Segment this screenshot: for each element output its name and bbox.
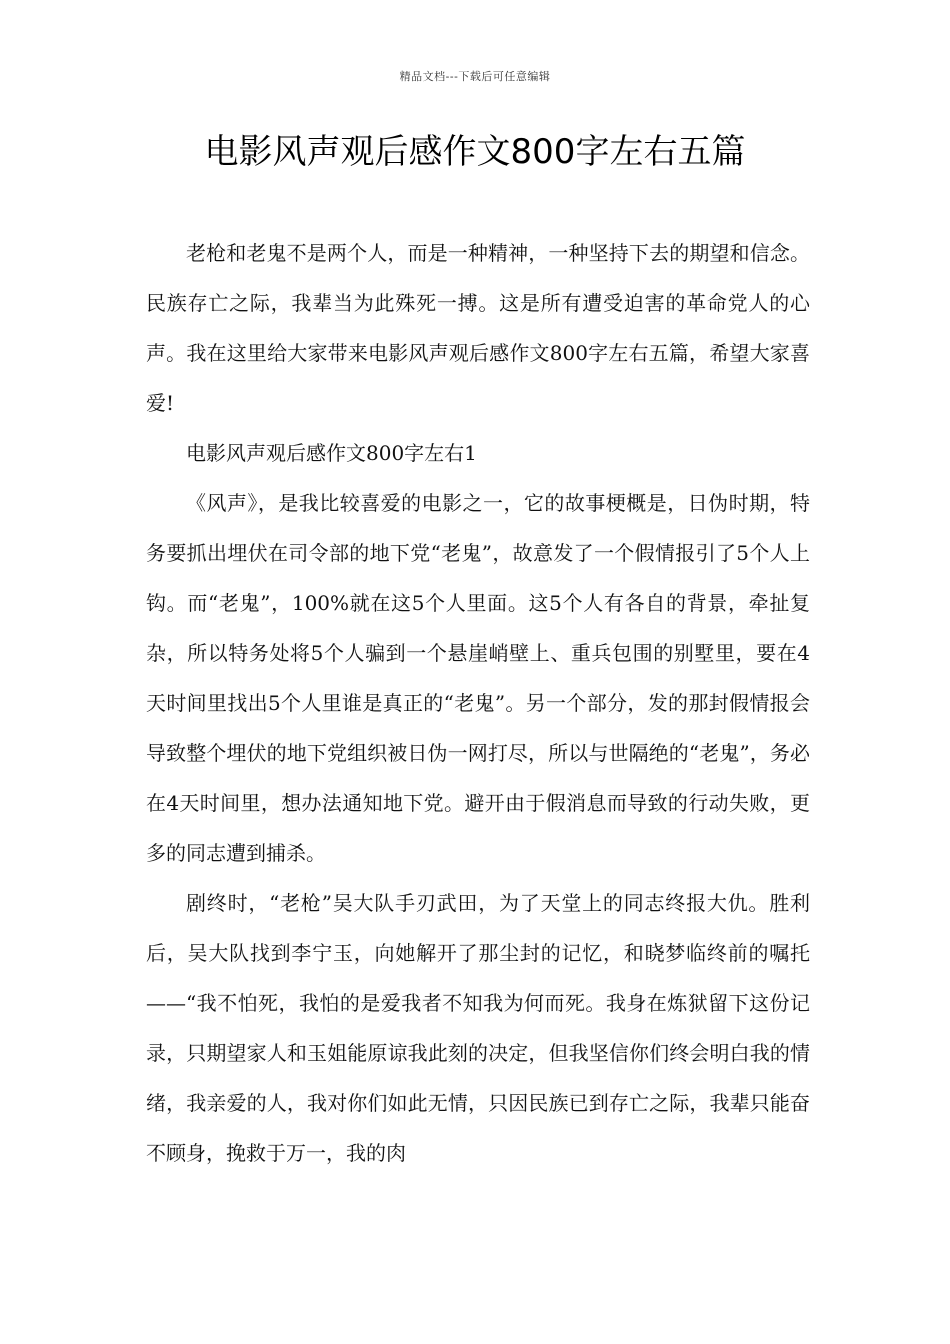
section-heading: 电影风声观后感作文800字左右1 <box>186 441 477 465</box>
header-note: 精品文档---下载后可任意编辑 <box>399 70 551 83</box>
body-paragraph: 《风声》，是我比较喜爱的电影之一，它的故事梗概是，日伪时期，特务要抓出埋伏在司令部的地下党“老鬼”，故意发了一个假情报引了5个人上钩。而“老鬼”，100%就在这5个人里面。这5个人有各自的背景，牵扯复杂，所以特务处将5个人骗到一个悬崖峭壁上、重兵包围的别墅里，要在4天时间里找出5个人里谁是真正的“老鬼”。另一个部分，发的那封假情报会导致整个埋伏的地下党组织被日伪一网打尽，所以与世隔绝的“老鬼”，务必在4天时间里，想办法通知地下党。避开由于假消息而导致的行动失败，更多的同志遭到捕杀。 <box>146 491 810 865</box>
document-body <box>146 228 810 1178</box>
document-title: 电影风声观后感作文800字左右五篇 <box>204 132 746 172</box>
body-paragraph: 剧终时，“老枪”吴大队手刃武田，为了天堂上的同志终报大仇。胜利后，吴大队找到李宁玉，向她解开了那尘封的记忆，和晓梦临终前的嘱托——“我不怕死，我怕的是爱我者不知我为何而死。我身在炼狱留下这份记录，只期望家人和玉姐能原谅我此刻的决定，但我坚信你们终会明白我的情绪，我亲爱的人，我对你们如此无情，只因民族已到存亡之际，我辈只能奋不顾身，挽救于万一，我的肉 <box>146 891 810 1165</box>
intro-paragraph: 老枪和老鬼不是两个人，而是一种精神，一种坚持下去的期望和信念。民族存亡之际，我辈当为此殊死一搏。这是所有遭受迫害的革命党人的心声。我在这里给大家带来电影风声观后感作文800字左右五篇，希望大家喜爱! <box>146 241 810 415</box>
